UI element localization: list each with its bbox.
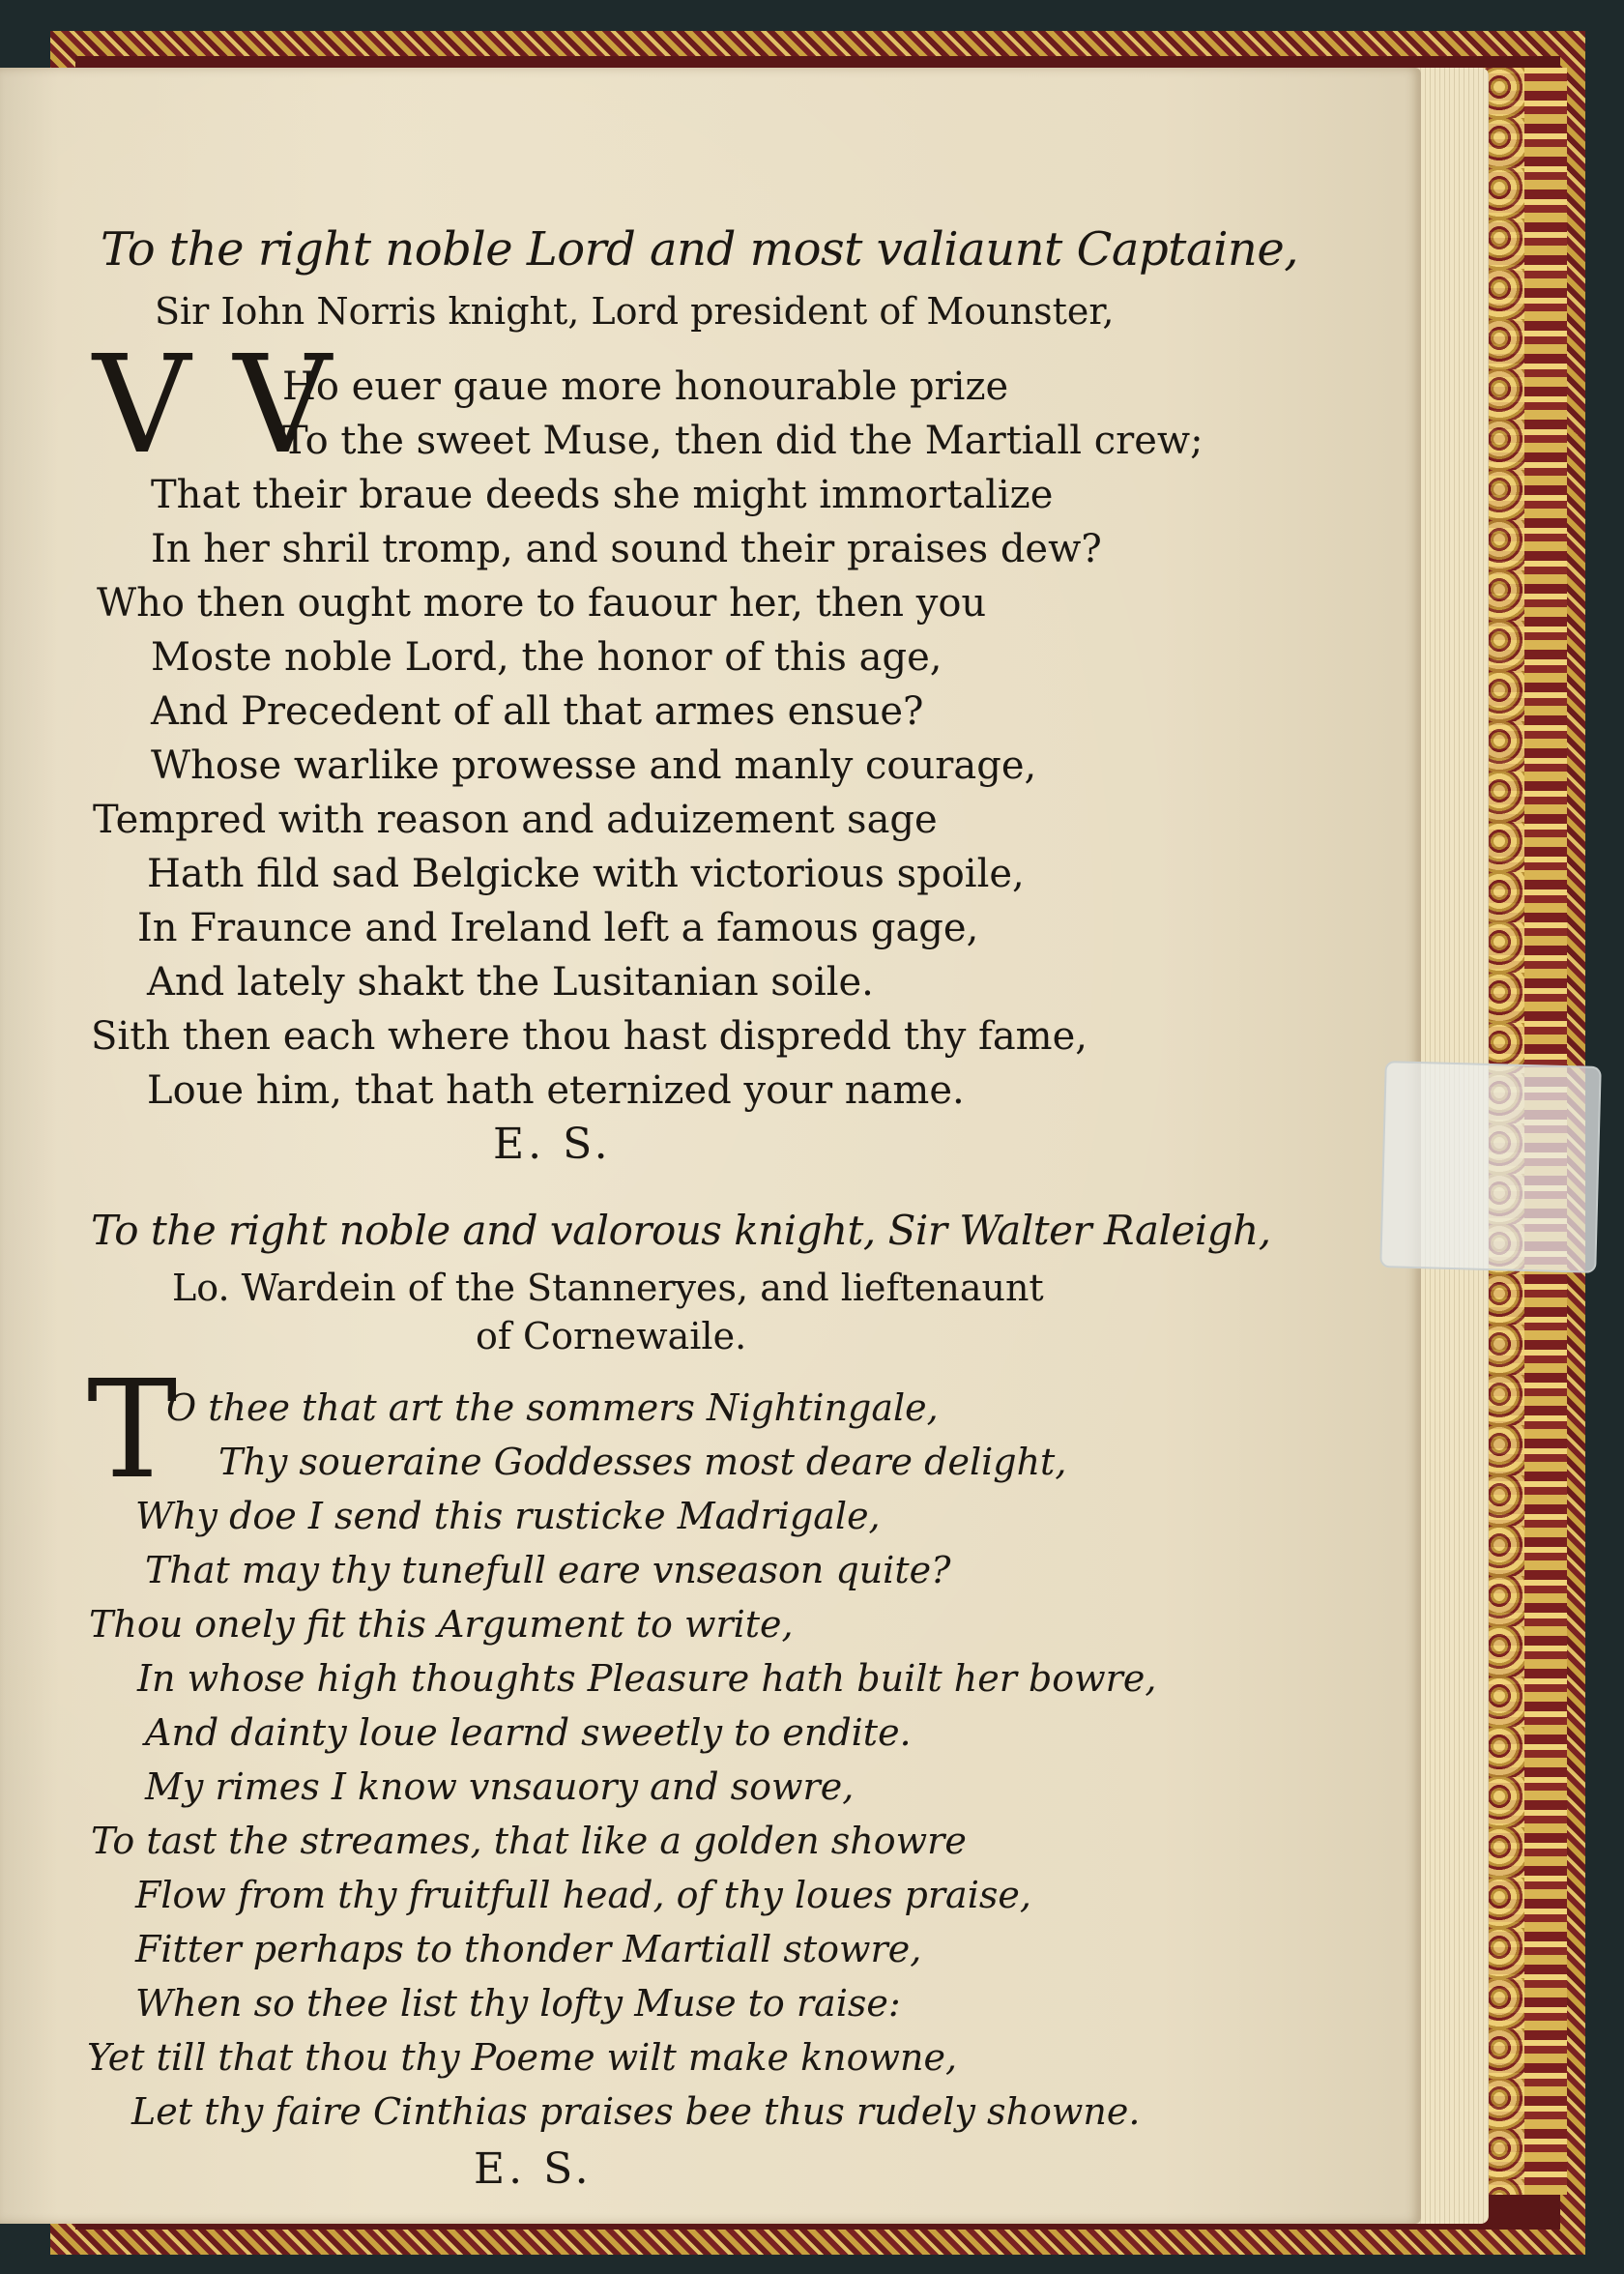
verse-line: Whose warlike prowesse and manly courage, [151, 743, 1037, 788]
verse-line: When so thee list thy lofty Muse to raise: [135, 1982, 901, 2025]
verse-line: In whose high thoughts Pleasure hath built her bowre, [137, 1657, 1157, 1700]
dedication1-subtitle: Sir Iohn Norris knight, Lord president of Mounster, [155, 290, 1115, 333]
verse-line: To the sweet Muse, then did the Martiall crew; [282, 419, 1204, 463]
verse-line: And lately shakt the Lusitanian soile. [147, 960, 874, 1005]
verse-line: Why doe I send this rusticke Madrigale, [135, 1495, 881, 1537]
verse-line: Thou onely fit this Argument to write, [89, 1603, 794, 1646]
verse-line: That their braue deeds she might immortalize [151, 473, 1054, 517]
dedication1-signature: E. S. [493, 1120, 612, 1169]
verse-line: Who then ought more to fauour her, then you [97, 581, 987, 626]
verse-line: Thy soueraine Goddesses most deare delight, [218, 1441, 1067, 1483]
dedication2-dropcap: T [87, 1352, 178, 1509]
book-page [0, 68, 1421, 2224]
dedication1-dropcap: V V [93, 327, 332, 484]
verse-line: And Precedent of all that armes ensue? [151, 689, 924, 734]
verse-line: Fitter perhaps to thonder Martiall stowre, [135, 1928, 922, 1970]
verse-line: My rimes I know vnsauory and sowre, [145, 1765, 855, 1808]
dedication2-subtitle-line1: Lo. Wardein of the Stanneryes, and lieftenaunt [172, 1267, 1044, 1309]
bookmark-tab [1379, 1061, 1602, 1273]
verse-line: That may thy tunefull eare vnseason quite? [145, 1549, 951, 1591]
verse-line: To tast the streames, that like a golden showre [91, 1820, 967, 1862]
verse-line: Moste noble Lord, the honor of this age, [151, 635, 942, 680]
verse-line: Tempred with reason and aduizement sage [93, 798, 938, 842]
verse-line: And dainty loue learnd sweetly to endite. [145, 1711, 912, 1754]
verse-line: O thee that art the sommers Nightingale, [166, 1386, 939, 1429]
verse-line: Ho euer gaue more honourable prize [282, 364, 1009, 409]
verse-line: In Fraunce and Ireland left a famous gage, [137, 906, 979, 950]
dedication2-subtitle-line2: of Cornewaile. [476, 1315, 747, 1357]
verse-line: Let thy faire Cinthias praises bee thus rudely showne. [131, 2090, 1141, 2133]
verse-line: Yet till that thou thy Poeme wilt make knowne, [87, 2036, 958, 2079]
verse-line: Hath fild sad Belgicke with victorious spoile, [147, 852, 1025, 896]
verse-line: Flow from thy fruitfull head, of thy loues praise, [135, 1874, 1031, 1916]
dedication2-signature: E. S. [474, 2144, 593, 2194]
dedication2-title: To the right noble and valorous knight, Sir Walter Raleigh, [91, 1207, 1271, 1254]
verse-line: Sith then each where thou hast dispredd thy fame, [91, 1014, 1088, 1059]
dedication1-title: To the right noble Lord and most valiaunt Captaine, [101, 222, 1298, 277]
verse-line: In her shril tromp, and sound their praises dew? [151, 527, 1102, 571]
verse-line: Loue him, that hath eternized your name. [147, 1068, 965, 1113]
